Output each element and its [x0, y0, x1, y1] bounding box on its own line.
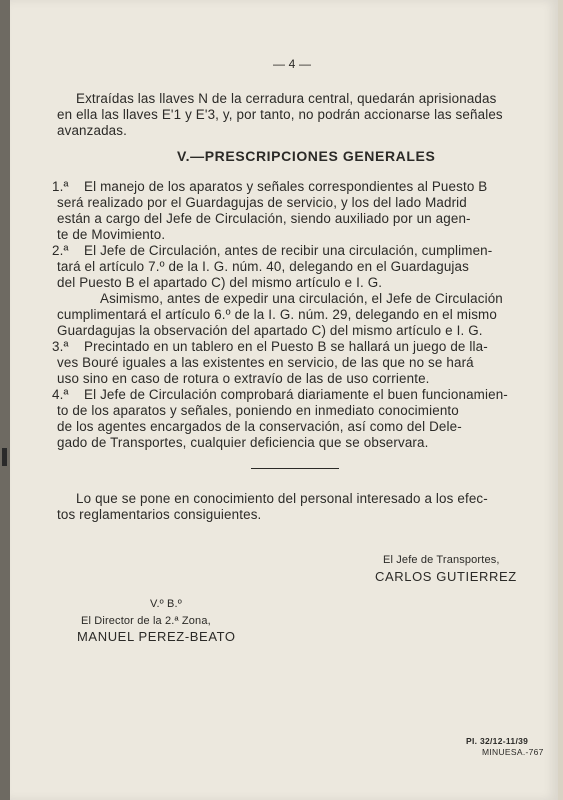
- item-2-line-3: del Puesto B el apartado C) del mismo artículo e I. G.: [57, 275, 383, 290]
- divider-rule: [251, 468, 339, 469]
- item-4-line-2: to de los aparatos y señales, poniendo en inmediato conocimiento: [57, 403, 459, 418]
- signature-left-vobo: V.º B.º: [150, 598, 182, 610]
- item-3-line-3: uso sino en caso de rotura o extravío de las de uso corriente.: [57, 371, 430, 386]
- page-gutter: [0, 0, 10, 800]
- signature-right-title: El Jefe de Transportes,: [383, 554, 500, 566]
- closing-line-1: Lo que se pone en conocimiento del personal interesado a los efec-: [76, 491, 488, 506]
- item-1-line-4: te de Movimiento.: [57, 227, 166, 242]
- print-code: PI. 32/12-11/39: [466, 736, 529, 746]
- item-number: 4.ª: [52, 387, 69, 402]
- signature-left-title: El Director de la 2.ª Zona,: [81, 615, 211, 627]
- printer-mark: MINUESA.-767: [482, 747, 544, 757]
- item-number: 2.ª: [52, 243, 69, 258]
- item-number: 1.ª: [52, 179, 69, 194]
- item-4-line-3: de los agentes encargados de la conservación, así como del Dele-: [57, 419, 462, 434]
- item-3-line-1: Precintado en un tablero en el Puesto B se hallará un juego de lla-: [84, 339, 488, 354]
- signature-right-name: CARLOS GUTIERREZ: [375, 569, 517, 584]
- item-1-line-3: están a cargo del Jefe de Circulación, siendo auxiliado por un agen-: [57, 211, 471, 226]
- item-number: 3.ª: [52, 339, 69, 354]
- item-2-line-6: Guardagujas la observación del apartado C) del mismo artículo e I. G.: [57, 323, 483, 338]
- item-4-line-4: gado de Transportes, cualquier deficiencia que se observara.: [57, 435, 429, 450]
- item-2-line-5: cumplimentará el artículo 6.º de la I. G. núm. 29, delegando en el mismo: [57, 307, 497, 322]
- item-1-line-2: será realizado por el Guardagujas de servicio, y los del lado Madrid: [57, 195, 467, 210]
- binding-mark: [2, 448, 7, 466]
- item-2-line-2: tará el artículo 7.º de la I. G. núm. 40, delegando en el Guardagujas: [57, 259, 470, 274]
- item-3-line-2: ves Bouré iguales a las existentes en servicio, de las que no se hará: [57, 355, 474, 370]
- section-title: V.—PRESCRIPCIONES GENERALES: [177, 148, 436, 164]
- item-1-line-1: El manejo de los aparatos y señales correspondientes al Puesto B: [84, 179, 488, 194]
- page-number: — 4 —: [273, 57, 312, 71]
- intro-line-2: en ella las llaves E'1 y E'3, y, por tanto, no podrán accionarse las señales: [57, 107, 503, 122]
- intro-line-3: avanzadas.: [57, 123, 127, 138]
- item-2-line-4: Asimismo, antes de expedir una circulación, el Jefe de Circulación: [100, 291, 503, 306]
- signature-left-name: MANUEL PEREZ-BEATO: [77, 629, 236, 644]
- item-2-line-1: El Jefe de Circulación, antes de recibir una circulación, cumplimen-: [84, 243, 493, 258]
- closing-line-2: tos reglamentarios consiguientes.: [57, 507, 262, 522]
- intro-line-1: Extraídas las llaves N de la cerradura central, quedarán aprisionadas: [76, 91, 497, 106]
- item-4-line-1: El Jefe de Circulación comprobará diariamente el buen funcionamien-: [84, 387, 508, 402]
